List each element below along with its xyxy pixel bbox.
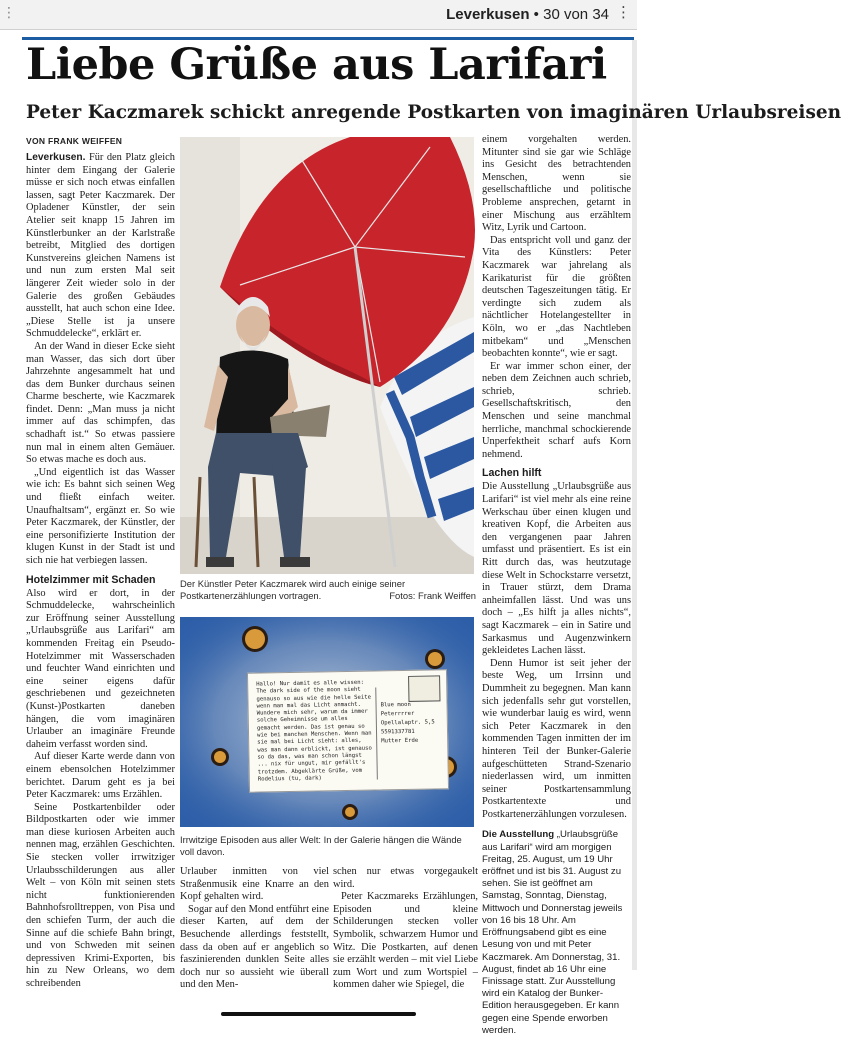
paragraph: Urlauber inmitten von viel Straßenmusik eine Knarre an den Kopf gehalten wird. — [180, 866, 329, 903]
stamp-icon — [408, 675, 440, 702]
postcard-address: Blue moon Peterrrrer Opellalaptr. 5,5 5591337781 Mutter Erde — [380, 701, 435, 745]
subheading: Hotelzimmer mit Schaden — [26, 573, 156, 586]
postcard-message: Hallo! Nur damit es alle wissen: The dark side of the moon sieht genauso so aus wie die helle Seite wenn man mal das Licht anmacht. Wundere mich sehr, warum da immer solche Geheimnisse um alles gemacht werden. Das ist genau so wie bei manchen Menschen. Wenn man sie mal bei Licht sieht: alles, was man dann erblickt, ist genauso so da das, was man schon längst ... nix für ungut, mir gefällt's trotzdem. Abgeklärte Grüße, vom Rodelius (tu, dark) — [256, 679, 372, 783]
scrollbar-track[interactable] — [632, 40, 637, 970]
article-column-2 — [180, 866, 329, 992]
caption-text: Der Künstler Peter Kaczmarek wird auch einige seiner Postkartenerzählungen vortragen. — [180, 578, 406, 601]
home-indicator-handle[interactable] — [221, 1012, 416, 1016]
paragraph: einem vorgehalten werden. Mitunter sind sie gar wie Schläge ins Gesicht des betrachtenden Menschen, wenn sie gesellschaftliche und politische Probleme ansprechen, getarnt in einer Mischung aus erzähltem Witz, Lyrik und Cartoon. — [482, 134, 631, 234]
photo-caption-1 — [180, 578, 476, 601]
subheading: Lachen hilft — [482, 467, 542, 480]
info-title: Die Ausstellung — [482, 829, 555, 841]
paragraph: Das entspricht voll und ganz der Vita des Künstlers: Peter Kaczmarek war jahrelang als Karikaturist für die größten deutschen Tageszeitungen tätig. Er verdingte sich zudem als nächtlicher Hotelangestellter in Köln, wo er „das Nachtleben mitbekam“ und „Menschen beobachten konnte“, wie er sagt. — [482, 234, 631, 360]
paragraph: „Und eigentlich ist das Wasser wie ich: Es bahnt sich seinen Weg und fließt einfach weiter. Unaufhaltsam“, ergänzt er. So wie Peter Kaczmarek, der Künstler, der eine personifizierte Institution der klugen Kunst in der Stadt ist und sich nie hat verbiegen lassen. — [26, 466, 175, 566]
paragraph: An der Wand in dieser Ecke sieht man Wasser, das sich dort über Jahrzehnte angesammelt hat und das dem Bunker durchaus seinen Charme bescherte, wie Kaczmarek findet. Denn: „Man muss ja nicht immer auf das schimpfen, das schadhaft ist.“ So etwas passiere nun mal in einem alten Gemäuer. So etwas mache es doch aus. — [26, 340, 175, 466]
paragraph: Peter Kaczmareks Erzählungen, Episoden und kleine Schilderungen stecken voller Symbolik, schwarzem Humor und Witz. Die Postkarten, auf denen sie erzählt werden – mit viel Liebe zum Wort und zum Wortspiel – kommen daher wie Spiegel, die — [333, 891, 478, 991]
photo-caption-2: Irrwitzige Episoden aus aller Welt: In der Galerie hängen die Wände voll davon. — [180, 834, 462, 857]
paragraph: Also wird er dort, in der Schmuddelecke, wahrscheinlich zur Eröffnung seiner Ausstellung „Urlaubsgrüße aus Larifari“ am kommenden Freitag ein Pseudo-Hotelzimmer mit Wasserschaden und feuchter Wand einrichten und eine seiner eigens dafür geschriebenen und gezeichneten (Kunst-)Postkarten daneben hängen, die vom imaginären Urlauber an imaginäre Freunde daheim verfasst worden sind. — [26, 587, 175, 750]
postcard-divider — [375, 688, 378, 780]
section-name: Leverkusen — [446, 6, 530, 23]
paragraph: Seine Postkartenbilder oder Bildpostkarten oder wie immer man diese kuriosen Arbeiten auch nennen mag, erzählen Geschichten. Sie stecken voller irrwitziger Urlaubsschilderungen aus aller Welt – von Köln mit seinen stets nicht funktionierenden Bahnhofsrolltreppen, von Pisa und den schiefen Turm, der auch die Sinne auf die schiefe Bahn bringt, und von Schweden mit seinen depressiven Krimi-Exporten, bis hin zu New Orleans, wo dem schreibenden — [26, 801, 175, 989]
reader-top-bar — [0, 0, 637, 30]
article-column-1 — [26, 152, 175, 991]
postcard — [247, 669, 449, 792]
drag-handle-icon[interactable]: ⋮ — [2, 5, 16, 21]
paragraph: schen nur etwas vorgegaukelt wird. — [333, 866, 478, 890]
paragraph: Er war immer schon einer, der neben dem Zeichnen auch schrieb, schrieb, schrieb. Gesellschaftskritisch, den Menschen und seine manchmal herrliche, manchmal schockierende Unperfektheit scharf aufs Korn nehmend. — [482, 360, 631, 460]
paragraph — [26, 152, 175, 341]
dateline: Leverkusen. — [26, 152, 86, 163]
postcard-photo — [180, 617, 474, 827]
article-subhead: Peter Kaczmarek schickt anregende Postkarten von imaginären Urlaubsreisen — [26, 102, 841, 123]
home-indicator — [0, 1012, 637, 1016]
article-column-3 — [333, 866, 478, 992]
article-column-4 — [482, 134, 631, 1037]
exhibition-info — [482, 829, 631, 1036]
artist-photo — [180, 137, 474, 574]
page-counter: 30 von 34 — [543, 6, 609, 23]
paragraph-text: Für den Platz gleich hinter dem Eingang der Galerie müsse er sich noch etwas einfallen lassen, sagt Peter Kaczmarek. Der Opladener Künstler, der sein Atelier seit knapp 15 Jahren im Künstlerbunker an der Karlstraße betreibt, Mitglied des dortigen Kunstvereins gleichen Namens ist und nun zum ersten Mal seit längerer Zeit wieder solo in der Galerie des großen Gebäudes ausstellt, hat auch schon eine Idee. „Diese Stelle ist ja unsere Schmuddelecke“, erklärt er. — [26, 152, 175, 340]
info-text: „Urlaubsgrüße aus Larifari“ wird am morgigen Freitag, 25. August, um 19 Uhr eröffnet und ist bis 31. August zu sehen. Sie ist geöffnet am Samstag, Sonntag, Dienstag, Mittwoch und Donnerstag jeweils von 16 bis 18 Uhr. Am Eröffnungsabend gibt es eine Lesung von und mit Peter Kaczmarek. Am Donnerstag, 31. August, findet ab 16 Uhr eine Finissage statt. Zur Ausstellung wird ein Katalog der Bunker-Edition herausgegeben. Er kann gegen eine Spende erworben werden. — [482, 829, 623, 1036]
artist-photo-illustration — [180, 137, 474, 574]
paragraph: Auf dieser Karte werde dann von einem ebensolchen Hotelzimmer berichtet. Darum geht es ja bei Peter Kaczmarek: ums Erzählen. — [26, 751, 175, 801]
menu-icon[interactable]: ⋮ — [616, 3, 631, 21]
page-location — [446, 6, 609, 23]
photo-credit: Fotos: Frank Weiffen — [389, 589, 476, 601]
paragraph: Denn Humor ist seit jeher der beste Weg, um Irrsinn und Dummheit zu begegnen. Man kann sich jedenfalls sehr gut vorstellen, wie wunderbar lauig es wird, wenn sich Peter Kaczmarek in den kommenden Tagen inmitten der im hinteren Teil der Bunker-Galerie aufgeschütteten Strand-Szenario niederlassen wird, um inmitten seiner Postkartensammlung Postkartentexte und Postkartenerzählungen vorzulesen. — [482, 657, 631, 820]
paragraph: Sogar auf den Mond entführt eine dieser Karten, auf dem der Besuchende allerdings feststellt, dass da oben auf er angeblich so faszinierenden dunklen Seite alles doch nur so aussieht wie überall und den Men- — [180, 903, 329, 991]
paragraph: Die Ausstellung „Urlaubsgrüße aus Larifari“ ist viel mehr als eine reine Werkschau über einen klugen und kreativen Kopf, die Arbeiten aus den vergangenen paar Jahren umfasst und präsentiert. Es ist ein Ritt durch das, was heutzutage diese Welt in Schockstarre versetzt, in Trauer stürzt, dem Drama anheimfallen lässt. Und was uns doch – „Es hilft ja alles nichts“, sagt Kaczmarek – ein in Satire und Sarkasmus und Augenzwinkern gekleidetes Lachen lässt. — [482, 481, 631, 657]
article-headline: Liebe Grüße aus Larifari — [26, 40, 607, 90]
byline: VON FRANK WEIFFEN — [26, 136, 123, 146]
bullet: • — [533, 6, 539, 23]
